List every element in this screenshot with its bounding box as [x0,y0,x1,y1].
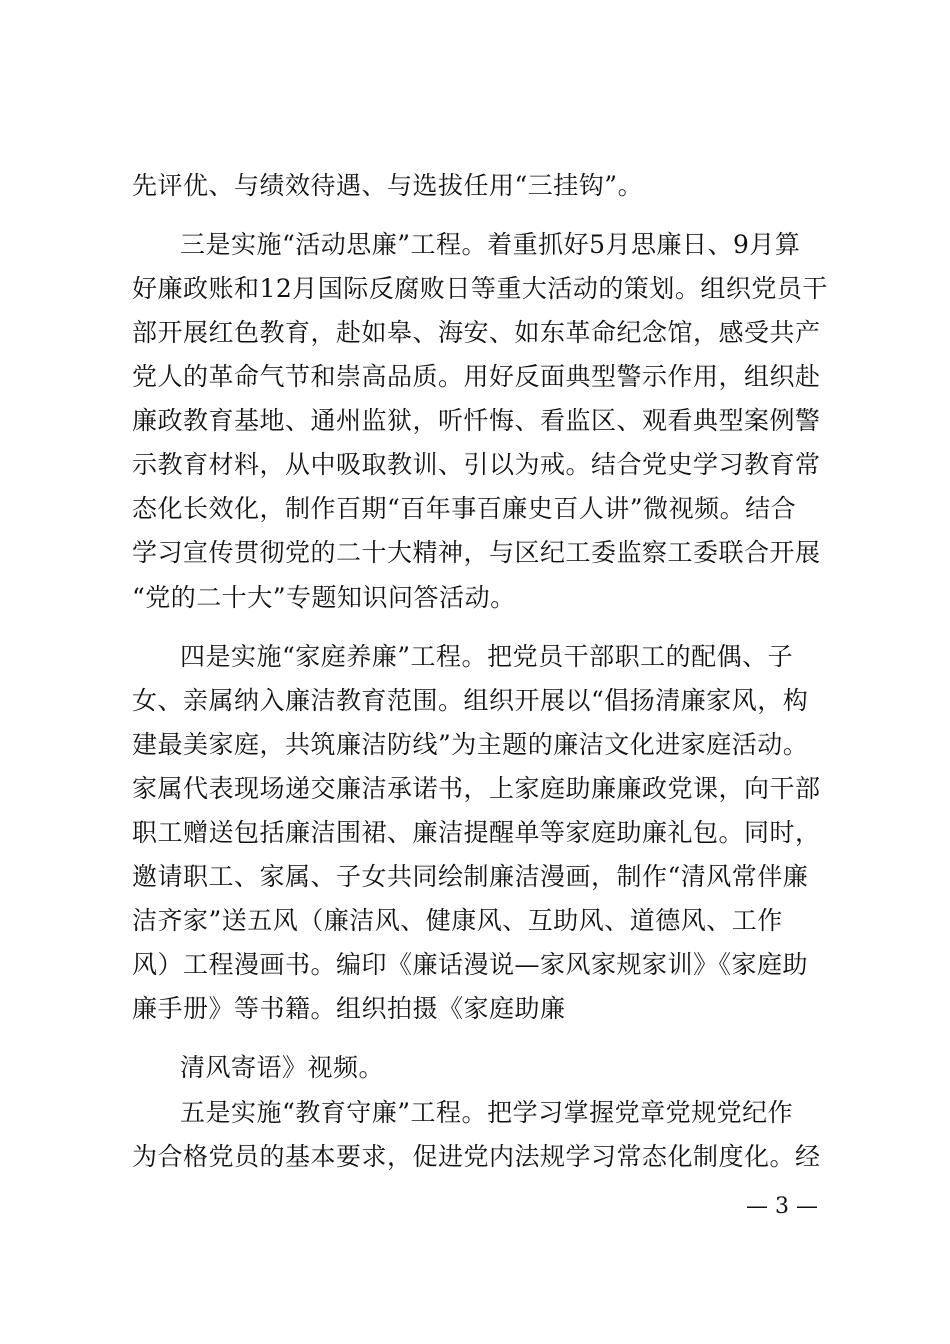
paragraph-4-line: 邀请职工、家属、子女共同绘制廉洁漫画，制作“清风常伴廉 [132,862,809,891]
paragraph-3-line: “党的二十大”专题知识问答活动。 [132,583,516,612]
paragraph-3-line: 态化长效化，制作百期“百年事百廉史百人讲”微视频。结合 [132,494,797,523]
paragraph-3-line: 示教育材料，从中吸取教训、引以为戒。结合党史学习教育常 [132,450,821,479]
paragraph-3-line: 党人的革命气节和崇高品质。用好反面典型警示作用，组织赴 [132,362,821,391]
paragraph-4-line: 女、亲属纳入廉洁教育范围。组织开展以“倡扬清廉家风，构 [132,686,809,715]
paragraph-4-line: 风）工程漫画书。编印《廉话漫说—家风家规家训》《家庭助 [132,950,809,979]
paragraph-3-line: 好廉政账和12月国际反腐败日等重大活动的策划。组织党员干 [132,274,828,303]
paragraph-3-line: 三是实施“活动思廉”工程。着重抓好5月思廉日、9月算 [180,230,801,259]
paragraph-5-line: 五是实施“教育守廉”工程。把学习掌握党章党规党纪作 [180,1098,794,1127]
paragraph-3-line: 学习宣传贯彻党的二十大精神，与区纪工委监察工委联合开展 [132,538,821,567]
paragraph-4-line: 廉手册》等书籍。组织拍摄《家庭助廉 [132,994,566,1023]
paragraph-5-line: 为合格党员的基本要求，促进党内法规学习常态化制度化。经 [132,1142,821,1171]
text-line-continuation: 先评优、与绩效待遇、与选拔任用“三挂钩”。 [132,171,644,200]
paragraph-4-line: 职工赠送包括廉洁围裙、廉洁提醒单等家庭助廉礼包。同时， [132,818,821,847]
paragraph-4-line: 清风寄语》视频。 [180,1053,385,1082]
paragraph-4-line: 建最美家庭，共筑廉洁防线”为主题的廉洁文化进家庭活动。 [132,730,809,759]
paragraph-4-line: 四是实施“家庭养廉”工程。把党员干部职工的配偶、子 [180,642,794,671]
paragraph-4-line: 家属代表现场递交廉洁承诺书，上家庭助廉廉政党课，向干部 [132,774,821,803]
paragraph-4-line: 洁齐家”送五风（廉洁风、健康风、互助风、道德风、工作 [132,906,783,935]
paragraph-3-line: 部开展红色教育，赴如皋、海安、如东革命纪念馆，感受共产 [132,318,821,347]
page-number: — 3 — [746,1194,818,1219]
paragraph-3-line: 廉政教育基地、通州监狱，听忏悔、看监区、观看典型案例警 [132,406,821,435]
